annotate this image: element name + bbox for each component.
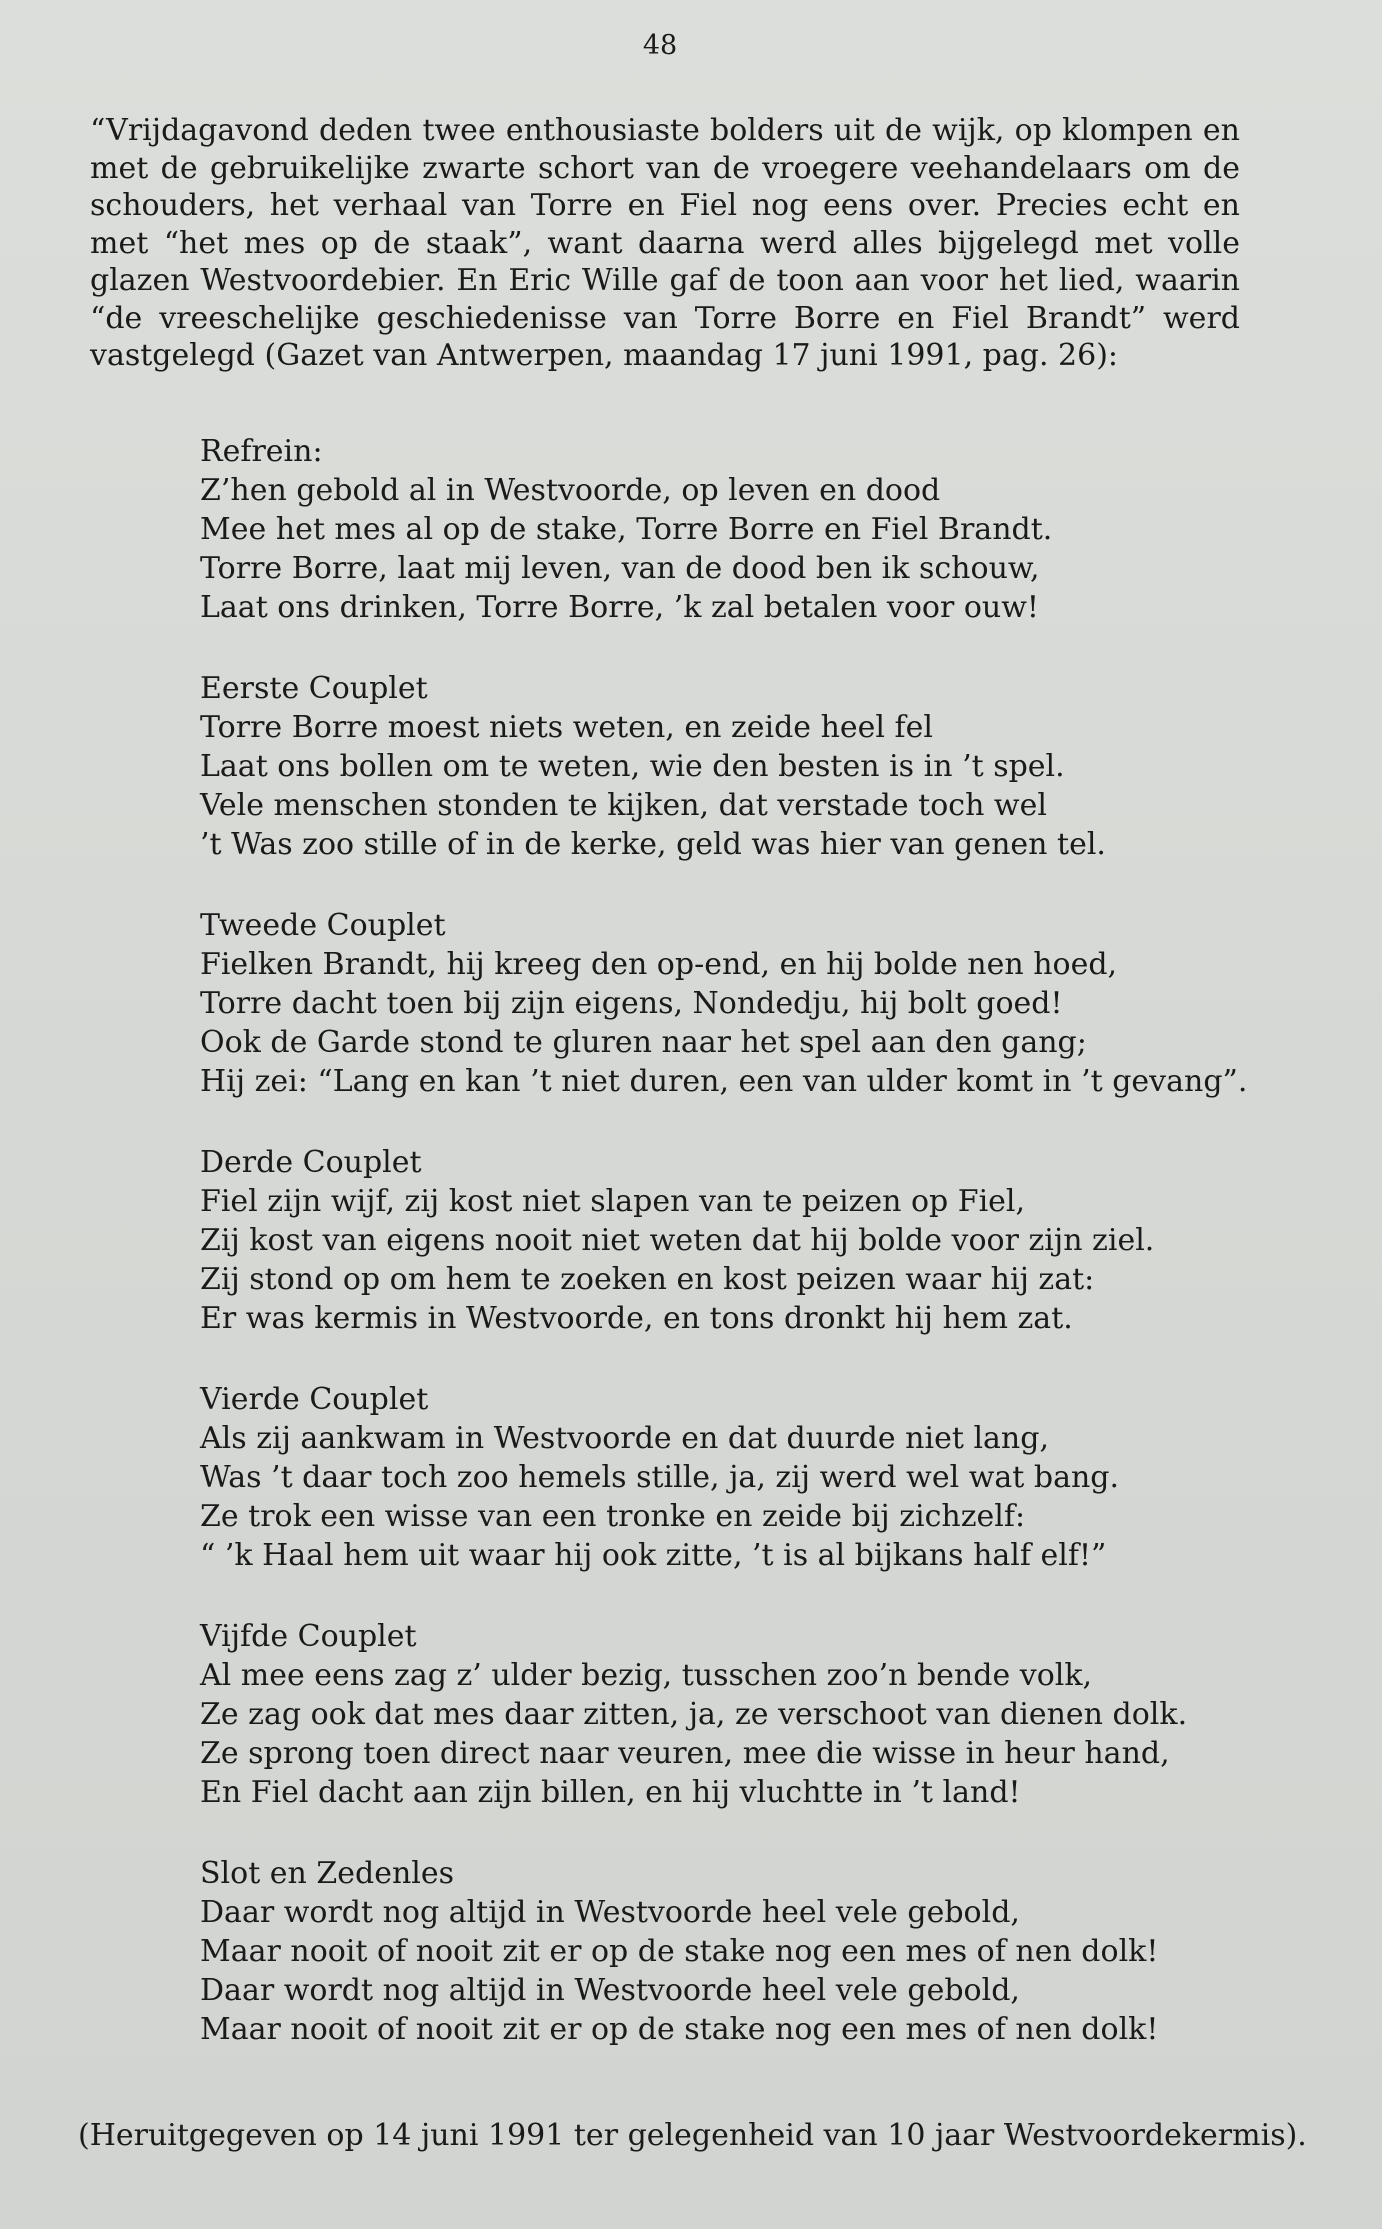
verse-line: Ze trok een wisse van een tronke en zeide bij zichzelf: [200,1499,1026,1534]
stanza-title: Tweede Couplet [200,908,446,943]
stanza-refrain [200,432,1250,627]
stanza-title: Eerste Couplet [200,671,428,706]
verse-line: Zij kost van eigens nooit niet weten dat hij bolde voor zijn ziel. [200,1223,1155,1258]
stanza-vierde-couplet [200,1380,1250,1575]
page-number: 48 [642,30,678,61]
verse-line: Was ’t daar toch zoo hemels stille, ja, zij werd wel wat bang. [200,1460,1120,1495]
intro-text: “Vrijdagavond deden twee enthousiaste bolders uit de wijk, op klompen en met de gebruikelijke zwarte schort van de vroegere veehandelaars om de schouders, het verhaal van Torre en Fiel nog eens over. Precies echt en met “het mes op de staak”, want daarna werd alles bijgelegd met volle glazen Westvoordebier. En Eric Wille gaf de toon aan voor het lied, waarin “de vreeschelijke geschiedenisse van Torre Borre en Fiel Brandt” werd vastgelegd (Gazet van Antwerpen, maandag 17 juni 1991, pag. 26): [90,113,1240,373]
verse-line: Al mee eens zag z’ ulder bezig, tusschen zoo’n bende volk, [200,1658,1093,1693]
footer-note: (Heruitgegeven op 14 juni 1991 ter gelegenheid van 10 jaar Westvoordekermis). [78,2118,1307,2153]
stanza-title: Vijfde Couplet [200,1619,417,1654]
verse-line: Torre Borre moest niets weten, en zeide heel fel [200,710,934,745]
verse-line: Laat ons drinken, Torre Borre, ’k zal betalen voor ouw! [200,590,1039,625]
verse-line: En Fiel dacht aan zijn billen, en hij vluchtte in ’t land! [200,1775,1021,1810]
verse-line: Maar nooit of nooit zit er op de stake nog een mes of nen dolk! [200,1934,1159,1969]
verse-line: Z’hen gebold al in Westvoorde, op leven en dood [200,473,941,508]
verse-line: Mee het mes al op de stake, Torre Borre en Fiel Brandt. [200,512,1053,547]
stanza-eerste-couplet [200,669,1250,864]
verse-line: Fielken Brandt, hij kreeg den op-end, en hij bolde nen hoed, [200,947,1118,982]
stanza-slot-en-zedenles [200,1854,1250,2049]
verse-line: Er was kermis in Westvoorde, en tons dronkt hij hem zat. [200,1301,1073,1336]
verse-line: Daar wordt nog altijd in Westvoorde heel vele gebold, [200,1895,1020,1930]
stanza-title: Refrein: [200,434,323,469]
verse-line: Zij stond op om hem te zoeken en kost peizen waar hij zat: [200,1262,1095,1297]
verse-line: ’t Was zoo stille of in de kerke, geld was hier van genen tel. [200,827,1106,862]
stanza-title: Derde Couplet [200,1145,422,1180]
stanza-derde-couplet [200,1143,1250,1338]
stanza-vijfde-couplet [200,1617,1250,1812]
verse-line: Als zij aankwam in Westvoorde en dat duurde niet lang, [200,1421,1049,1456]
verse-line: Ook de Garde stond te gluren naar het spel aan den gang; [200,1025,1087,1060]
verse-line: “ ’k Haal hem uit waar hij ook zitte, ’t is al bijkans half elf!” [200,1538,1107,1573]
intro-paragraph [90,112,1240,375]
verse-line: Torre Borre, laat mij leven, van de dood ben ik schouw, [200,551,1040,586]
stanza-title: Vierde Couplet [200,1382,429,1417]
verse-line: Hij zei: “Lang en kan ’t niet duren, een van ulder komt in ’t gevang”. [200,1064,1248,1099]
stanza-title: Slot en Zedenles [200,1856,455,1891]
verse-line: Torre dacht toen bij zijn eigens, Nondedju, hij bolt goed! [200,986,1063,1021]
verse-line: Fiel zijn wijf, zij kost niet slapen van te peizen op Fiel, [200,1184,1026,1219]
verse-line: Daar wordt nog altijd in Westvoorde heel vele gebold, [200,1973,1020,2008]
stanza-tweede-couplet [200,906,1250,1101]
verse-line: Ze zag ook dat mes daar zitten, ja, ze verschoot van dienen dolk. [200,1697,1188,1732]
verse-line: Ze sprong toen direct naar veuren, mee die wisse in heur hand, [200,1736,1170,1771]
verse-line: Vele menschen stonden te kijken, dat verstade toch wel [200,788,1047,823]
song-lyrics [200,432,1250,2091]
verse-line: Laat ons bollen om te weten, wie den besten is in ’t spel. [200,749,1065,784]
verse-line: Maar nooit of nooit zit er op de stake nog een mes of nen dolk! [200,2012,1159,2047]
